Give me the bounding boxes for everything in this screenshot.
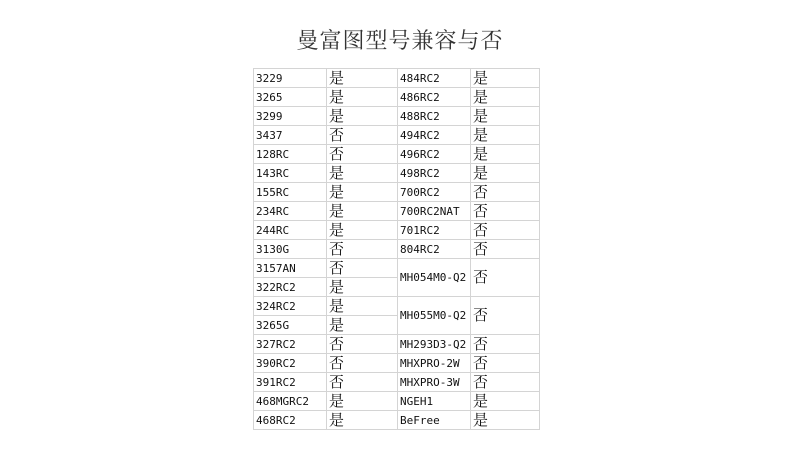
model-cell: 486RC2 xyxy=(398,88,471,107)
model-cell: 498RC2 xyxy=(398,164,471,183)
table-row xyxy=(254,259,540,278)
model-cell: 700RC2 xyxy=(398,183,471,202)
compat-cell: 否 xyxy=(327,126,398,145)
compat-cell: 是 xyxy=(471,107,540,126)
model-cell: 804RC2 xyxy=(398,240,471,259)
table-row xyxy=(254,392,540,411)
compat-cell: 是 xyxy=(471,411,540,430)
compat-cell: 是 xyxy=(327,69,398,88)
model-cell: 484RC2 xyxy=(398,69,471,88)
compat-cell: 是 xyxy=(471,126,540,145)
model-cell: 143RC xyxy=(254,164,327,183)
model-cell: 327RC2 xyxy=(254,335,327,354)
compat-cell: 是 xyxy=(471,164,540,183)
compat-cell: 否 xyxy=(471,259,540,297)
model-cell: MH055M0-Q2 xyxy=(398,297,471,335)
model-cell: 128RC xyxy=(254,145,327,164)
compat-cell: 是 xyxy=(327,392,398,411)
model-cell: 494RC2 xyxy=(398,126,471,145)
compat-cell: 否 xyxy=(471,202,540,221)
compat-cell: 否 xyxy=(471,354,540,373)
table-row xyxy=(254,88,540,107)
model-cell: MH054M0-Q2 xyxy=(398,259,471,297)
model-cell: 244RC xyxy=(254,221,327,240)
compat-cell: 否 xyxy=(327,145,398,164)
compat-cell: 是 xyxy=(471,69,540,88)
model-cell: BeFree xyxy=(398,411,471,430)
compat-cell: 否 xyxy=(471,240,540,259)
model-cell: 3265 xyxy=(254,88,327,107)
table-row xyxy=(254,183,540,202)
model-cell: 3437 xyxy=(254,126,327,145)
model-cell: MHXPRO-2W xyxy=(398,354,471,373)
table-row xyxy=(254,240,540,259)
compat-cell: 是 xyxy=(327,88,398,107)
compat-cell: 否 xyxy=(327,335,398,354)
table-row xyxy=(254,202,540,221)
compat-cell: 否 xyxy=(327,373,398,392)
model-cell: 234RC xyxy=(254,202,327,221)
table-row xyxy=(254,297,540,316)
model-cell: 390RC2 xyxy=(254,354,327,373)
compat-cell: 是 xyxy=(327,411,398,430)
compat-cell: 是 xyxy=(327,221,398,240)
model-cell: 3130G xyxy=(254,240,327,259)
compat-cell: 是 xyxy=(327,278,398,297)
model-cell: 3229 xyxy=(254,69,327,88)
model-cell: 701RC2 xyxy=(398,221,471,240)
compat-cell: 否 xyxy=(327,240,398,259)
table-row xyxy=(254,145,540,164)
compat-cell: 否 xyxy=(471,183,540,202)
compat-cell: 是 xyxy=(327,164,398,183)
compat-cell: 是 xyxy=(327,316,398,335)
model-cell: NGEH1 xyxy=(398,392,471,411)
table-row xyxy=(254,335,540,354)
compatibility-table xyxy=(253,68,540,430)
model-cell: 155RC xyxy=(254,183,327,202)
model-cell: MH293D3-Q2 xyxy=(398,335,471,354)
compat-cell: 是 xyxy=(471,145,540,164)
table-row xyxy=(254,411,540,430)
model-cell: 468RC2 xyxy=(254,411,327,430)
compat-cell: 否 xyxy=(327,354,398,373)
model-cell: 322RC2 xyxy=(254,278,327,297)
model-cell: 496RC2 xyxy=(398,145,471,164)
model-cell: 391RC2 xyxy=(254,373,327,392)
table-row xyxy=(254,69,540,88)
compat-cell: 是 xyxy=(471,88,540,107)
model-cell: MHXPRO-3W xyxy=(398,373,471,392)
table-row xyxy=(254,107,540,126)
compat-cell: 是 xyxy=(327,183,398,202)
compat-cell: 是 xyxy=(327,202,398,221)
compat-cell: 是 xyxy=(327,297,398,316)
table-row xyxy=(254,164,540,183)
model-cell: 468MGRC2 xyxy=(254,392,327,411)
compat-cell: 否 xyxy=(471,297,540,335)
table-row xyxy=(254,221,540,240)
table-row xyxy=(254,126,540,145)
compat-cell: 否 xyxy=(327,259,398,278)
compat-cell: 是 xyxy=(327,107,398,126)
compat-cell: 否 xyxy=(471,335,540,354)
page-title: 曼富图型号兼容与否 xyxy=(296,29,504,54)
model-cell: 3299 xyxy=(254,107,327,126)
model-cell: 700RC2NAT xyxy=(398,202,471,221)
compat-cell: 否 xyxy=(471,373,540,392)
table-row xyxy=(254,373,540,392)
model-cell: 488RC2 xyxy=(398,107,471,126)
model-cell: 324RC2 xyxy=(254,297,327,316)
compat-cell: 是 xyxy=(471,392,540,411)
compat-cell: 否 xyxy=(471,221,540,240)
model-cell: 3157AN xyxy=(254,259,327,278)
table-row xyxy=(254,354,540,373)
model-cell: 3265G xyxy=(254,316,327,335)
